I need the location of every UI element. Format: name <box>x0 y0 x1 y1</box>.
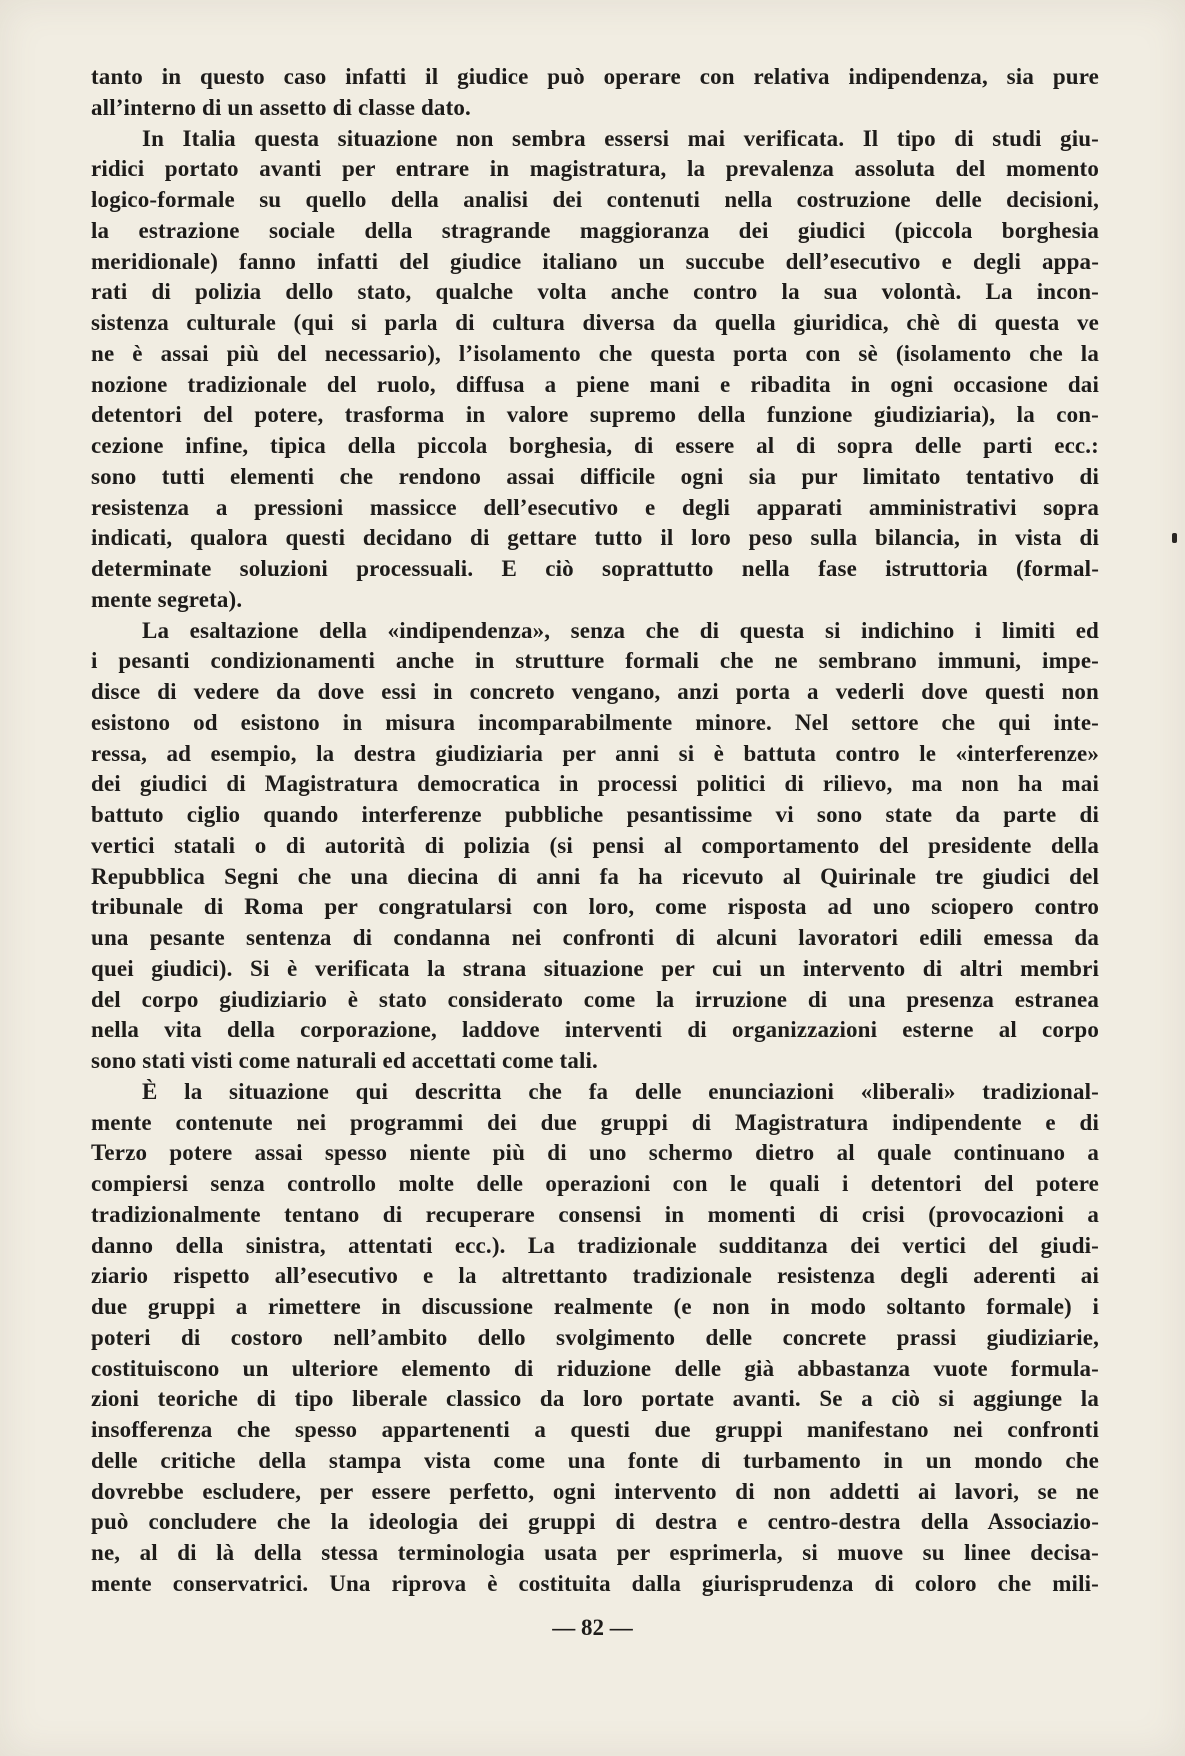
text-line: i pesanti condizionamenti anche in strutture formali che ne sembrano immuni, impe- <box>91 648 1099 674</box>
text-line: In Italia questa situazione non sembra essersi mai verificata. Il tipo di studi giu- <box>142 125 1099 151</box>
text-line: rati di polizia dello stato, qualche volta anche contro la sua volontà. La incon- <box>91 279 1099 305</box>
text-line: mente segreta). <box>91 586 243 612</box>
text-line: quei giudici). Si è verificata la strana situazione per cui un intervento di altri membri <box>91 955 1099 981</box>
page-number: — 82 — <box>552 1615 633 1640</box>
text-line: meridionale) fanno infatti del giudice italiano un succube dell’esecutivo e degli appa- <box>91 248 1099 274</box>
text-line: tradizionalmente tentano di recuperare consensi in momenti di crisi (provocazioni a <box>91 1201 1099 1227</box>
text-line: detentori del potere, trasforma in valore supremo della funzione giudiziaria), la con- <box>91 402 1099 428</box>
text-line: nozione tradizionale del ruolo, diffusa a piene mani e ribadita in ogni occasione dai <box>91 371 1099 397</box>
text-line: la estrazione sociale della stragrande maggioranza dei giudici (piccola borghesia <box>91 217 1099 243</box>
text-line: del corpo giudiziario è stato considerato come la irruzione di una presenza estranea <box>91 986 1099 1012</box>
text-line: mente conservatrici. Una riprova è costituita dalla giurisprudenza di coloro che mili- <box>91 1570 1099 1596</box>
text-line: battuto ciglio quando interferenze pubbliche pesantissime vi sono state da parte di <box>91 802 1099 827</box>
text-line: poteri di costoro nell’ambito dello svolgimento delle concrete prassi giudiziarie, <box>91 1324 1099 1350</box>
text-line: ressa, ad esempio, la destra giudiziaria per anni si è battuta contro le «interferenze» <box>91 740 1099 766</box>
text-line: nella vita della corporazione, laddove interventi di organizzazioni esterne al corpo <box>91 1017 1099 1043</box>
text-line: zioni teoriche di tipo liberale classico da loro portate avanti. Se a ciò si aggiunge la <box>91 1386 1099 1412</box>
text-line: Terzo potere assai spesso niente più di uno schermo dietro al quale continuano a <box>91 1140 1099 1166</box>
margin-mark <box>1172 533 1177 543</box>
text-line: tribunale di Roma per congratularsi con loro, come risposta ad uno sciopero contro <box>91 894 1099 920</box>
text-line: Repubblica Segni che una diecina di anni fa ha ricevuto al Quirinale tre giudici del <box>91 863 1099 889</box>
text-line: mente contenute nei programmi dei due gruppi di Magistratura indipendente e di <box>91 1109 1099 1135</box>
text-line: all’interno di un assetto di classe dato. <box>91 94 471 120</box>
text-line: determinate soluzioni processuali. E ciò soprattutto nella fase istruttoria (formal- <box>91 556 1099 581</box>
text-line: vertici statali o di autorità di polizia (si pensi al comportamento del presidente della <box>91 832 1099 858</box>
text-line: due gruppi a rimettere in discussione realmente (e non in modo soltanto formale) i <box>91 1294 1099 1319</box>
text-line: sono stati visti come naturali ed accettati come tali. <box>91 1048 598 1073</box>
text-line: costituiscono un ulteriore elemento di riduzione delle già abbastanza vuote formula- <box>91 1355 1099 1381</box>
text-line: logico-formale su quello della analisi dei contenuti nella costruzione delle decisioni, <box>91 187 1099 212</box>
body-text <box>91 62 1099 1600</box>
text-line: esistono od esistono in misura incomparabilmente minore. Nel settore che qui inte- <box>91 709 1099 735</box>
text-line: compiersi senza controllo molte delle operazioni con le quali i detentori del potere <box>91 1171 1099 1196</box>
text-line: È la situazione qui descritta che fa delle enunciazioni «liberali» tradizional- <box>142 1078 1099 1104</box>
text-line: dovrebbe escludere, per essere perfetto, ogni intervento di non addetti ai lavori, se ne <box>91 1478 1099 1504</box>
text-line: ziario rispetto all’esecutivo e la altrettanto tradizionale resistenza degli aderenti ai <box>91 1263 1099 1289</box>
text-line: disce di vedere da dove essi in concreto vengano, anzi porta a vederli dove questi non <box>91 679 1099 704</box>
text-line: ne, al di là della stessa terminologia usata per esprimerla, si muove su linee decisa- <box>91 1540 1099 1565</box>
text-line: sistenza culturale (qui si parla di cultura diversa da quella giuridica, chè di questa ve <box>91 310 1099 335</box>
text-line: sono tutti elementi che rendono assai difficile ogni sia pur limitato tentativo di <box>91 463 1099 489</box>
text-line: indicati, qualora questi decidano di gettare tutto il loro peso sulla bilancia, in vista di <box>91 525 1099 551</box>
text-line: danno della sinistra, attentati ecc.). La tradizionale sudditanza dei vertici del giudi- <box>91 1232 1099 1258</box>
text-line: ridici portato avanti per entrare in magistratura, la prevalenza assoluta del momento <box>91 156 1099 182</box>
text-line: tanto in questo caso infatti il giudice può operare con relativa indipendenza, sia pure <box>91 64 1099 89</box>
text-line: può concludere che la ideologia dei gruppi di destra e centro-destra della Associazio- <box>91 1509 1099 1535</box>
text-line: ne è assai più del necessario), l’isolamento che questa porta con sè (isolamento che la <box>91 340 1099 366</box>
text-line: delle critiche della stampa vista come una fonte di turbamento in un mondo che <box>91 1447 1099 1473</box>
text-line: La esaltazione della «indipendenza», senza che di questa si indichino i limiti ed <box>142 617 1099 643</box>
text-line: insofferenza che spesso appartenenti a questi due gruppi manifestano nei confronti <box>91 1417 1099 1442</box>
text-line: cezione infine, tipica della piccola borghesia, di essere al di sopra delle parti ecc.: <box>91 433 1099 458</box>
text-line: una pesante sentenza di condanna nei confronti di alcuni lavoratori edili emessa da <box>91 925 1099 950</box>
text-line: dei giudici di Magistratura democratica in processi politici di rilievo, ma non ha mai <box>91 771 1099 797</box>
text-line: resistenza a pressioni massicce dell’esecutivo e degli apparati amministrativi sopra <box>91 494 1099 520</box>
